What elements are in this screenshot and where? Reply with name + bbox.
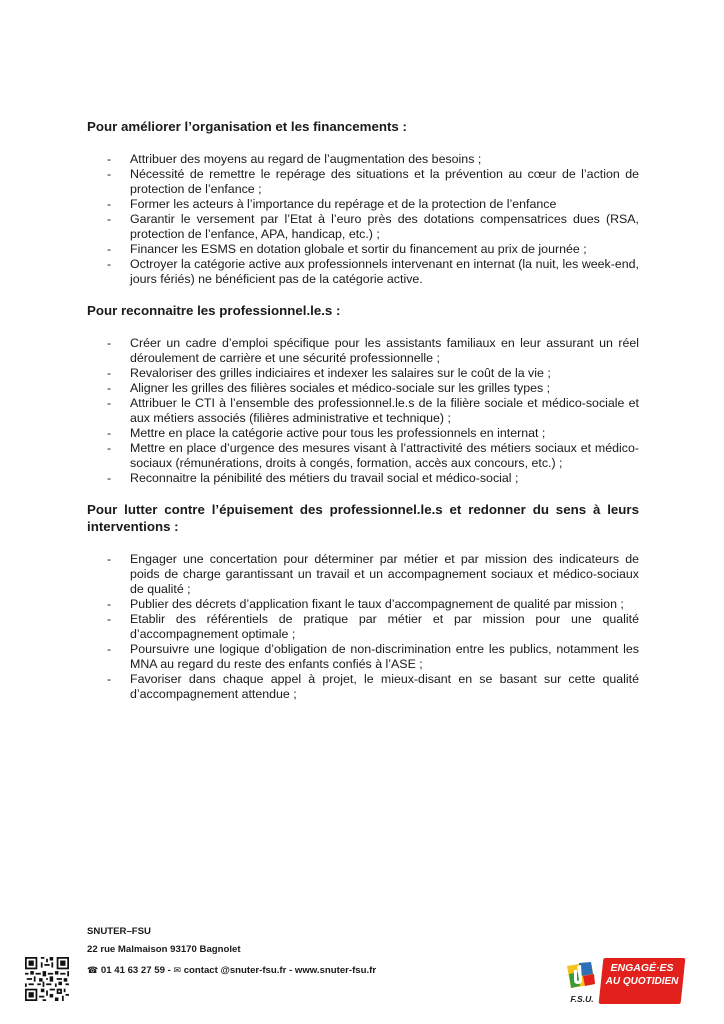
list-item [87, 257, 639, 287]
bullet-dash: - [107, 212, 112, 226]
list-item-text: Engager une concertation pour déterminer par métier et par mission des indicateurs de poids de charge garantissant un travail et un accompagnement sociaux et médico-sociaux de qualité ; [130, 552, 639, 596]
phone-icon: ☎ [87, 965, 99, 975]
section-epuisement [87, 501, 639, 702]
bullet-dash: - [107, 336, 112, 350]
list-item [87, 242, 639, 257]
fsu-logo [565, 960, 599, 1006]
list-item-text: Aligner les grilles des filières sociales et médico-sociale sur les grilles types ; [130, 381, 551, 395]
mail-icon: ✉ [173, 965, 182, 975]
section-title: Pour reconnaitre les professionnel.le.s : [87, 303, 341, 318]
list-item [87, 597, 639, 612]
bullet-dash: - [107, 242, 112, 256]
list-item [87, 167, 639, 197]
list-item-text: Garantir le versement par l’Etat à l’euro près des dotations compensatrices dues (RSA, protection de l’enfance, APA, handicap, etc.) ; [130, 212, 639, 241]
bullet-list [87, 552, 639, 702]
bullet-dash: - [107, 612, 112, 626]
footer-contact [87, 964, 376, 977]
bullet-list [87, 152, 639, 287]
bullet-dash: - [107, 381, 112, 395]
document-body [87, 118, 639, 717]
list-item-text: Octroyer la catégorie active aux professionnels intervenant en internat (la nuit, les week-end, jours fériés) ne bénéficient pas de la catégorie active. [130, 257, 639, 286]
bullet-dash: - [107, 672, 112, 686]
section-organisation [87, 118, 639, 287]
list-item [87, 471, 639, 486]
list-item-text: Mettre en place la catégorie active pour tous les professionnels en internat ; [130, 426, 546, 440]
section-reconnaissance [87, 302, 639, 486]
list-item-text: Financer les ESMS en dotation globale et sortir du financement au prix de journée ; [130, 242, 587, 256]
footer [87, 925, 376, 977]
badge-line-1: ENGAGÉ·ES [610, 962, 674, 974]
footer-separator: - [289, 965, 293, 976]
list-item-text: Etablir des référentiels de pratique par métier et par mission pour une qualité d’accompagnement optimale ; [130, 612, 639, 641]
list-item [87, 552, 639, 597]
bullet-dash: - [107, 366, 112, 380]
list-item [87, 336, 639, 366]
list-item [87, 197, 639, 212]
list-item-text: Publier des décrets d’application fixant le taux d’accompagnement de qualité par mission ; [130, 597, 624, 611]
list-item [87, 381, 639, 396]
list-item [87, 366, 639, 381]
footer-org: SNUTER–FSU [87, 926, 151, 937]
bullet-dash: - [107, 471, 112, 485]
list-item-text: Attribuer des moyens au regard de l’augmentation des besoins ; [130, 152, 482, 166]
bullet-dash: - [107, 197, 112, 211]
bullet-dash: - [107, 257, 112, 271]
list-item [87, 612, 639, 642]
bullet-dash: - [107, 642, 112, 656]
footer-address: 22 rue Malmaison 93170 Bagnolet [87, 944, 241, 955]
bullet-dash: - [107, 441, 112, 455]
bullet-dash: - [107, 552, 112, 566]
list-item-text: Favoriser dans chaque appel à projet, le mieux-disant en se basant sur cette qualité d’accompagnement attendue ; [130, 672, 639, 701]
bullet-dash: - [107, 167, 112, 181]
list-item-text: Revaloriser des grilles indiciaires et indexer les salaires sur le coût de la vie ; [130, 366, 551, 380]
list-item [87, 426, 639, 441]
list-item-text: Mettre en place d’urgence des mesures visant à l’attractivité des métiers sociaux et médico-sociaux (rémunérations, droits à congés, formation, accès aux concours, etc.) ; [130, 441, 639, 470]
list-item [87, 441, 639, 471]
footer-website[interactable]: www.snuter-fsu.fr [294, 965, 377, 976]
list-item [87, 152, 639, 167]
engage-badge-text [603, 962, 681, 988]
fsu-text: F.S.U. [570, 994, 594, 1004]
list-item-text: Former les acteurs à l’importance du repérage et de la protection de l’enfance [130, 197, 557, 211]
list-item [87, 642, 639, 672]
list-item-text: Créer un cadre d’emploi spécifique pour les assistants familiaux en leur assurant un réel déroulement de carrière et une sécurité professionnelle ; [130, 336, 639, 365]
list-item-text: Nécessité de remettre le repérage des situations et la prévention au cœur de l’action de protection de l’enfance ; [130, 167, 639, 196]
bullet-dash: - [107, 426, 112, 440]
section-title: Pour lutter contre l’épuisement des professionnel.le.s et redonner du sens à leurs interventions : [87, 502, 639, 534]
list-item-text: Reconnaitre la pénibilité des métiers du travail social et médico-social ; [130, 471, 519, 485]
badge-line-2: AU QUOTIDIEN [605, 976, 679, 987]
list-item-text: Poursuivre une logique d’obligation de non-discrimination entre les publics, notamment les MNA au regard du reste des enfants confiés à l’ASE ; [130, 642, 639, 671]
footer-email[interactable]: contact @snuter-fsu.fr [183, 965, 287, 976]
bullet-dash: - [107, 152, 112, 166]
section-title: Pour améliorer l’organisation et les financements : [87, 119, 407, 134]
list-item-text: Attribuer le CTI à l’ensemble des professionnel.le.s de la filière sociale et médico-sociale et aux métiers associés (filières administrative et technique) ; [130, 396, 639, 425]
bullet-list [87, 336, 639, 486]
qr-code-icon [25, 957, 69, 1001]
list-item [87, 212, 639, 242]
footer-separator: - [167, 965, 171, 976]
bullet-dash: - [107, 597, 112, 611]
bullet-dash: - [107, 396, 112, 410]
list-item [87, 672, 639, 702]
list-item [87, 396, 639, 426]
footer-phone: 01 41 63 27 59 [100, 965, 165, 976]
